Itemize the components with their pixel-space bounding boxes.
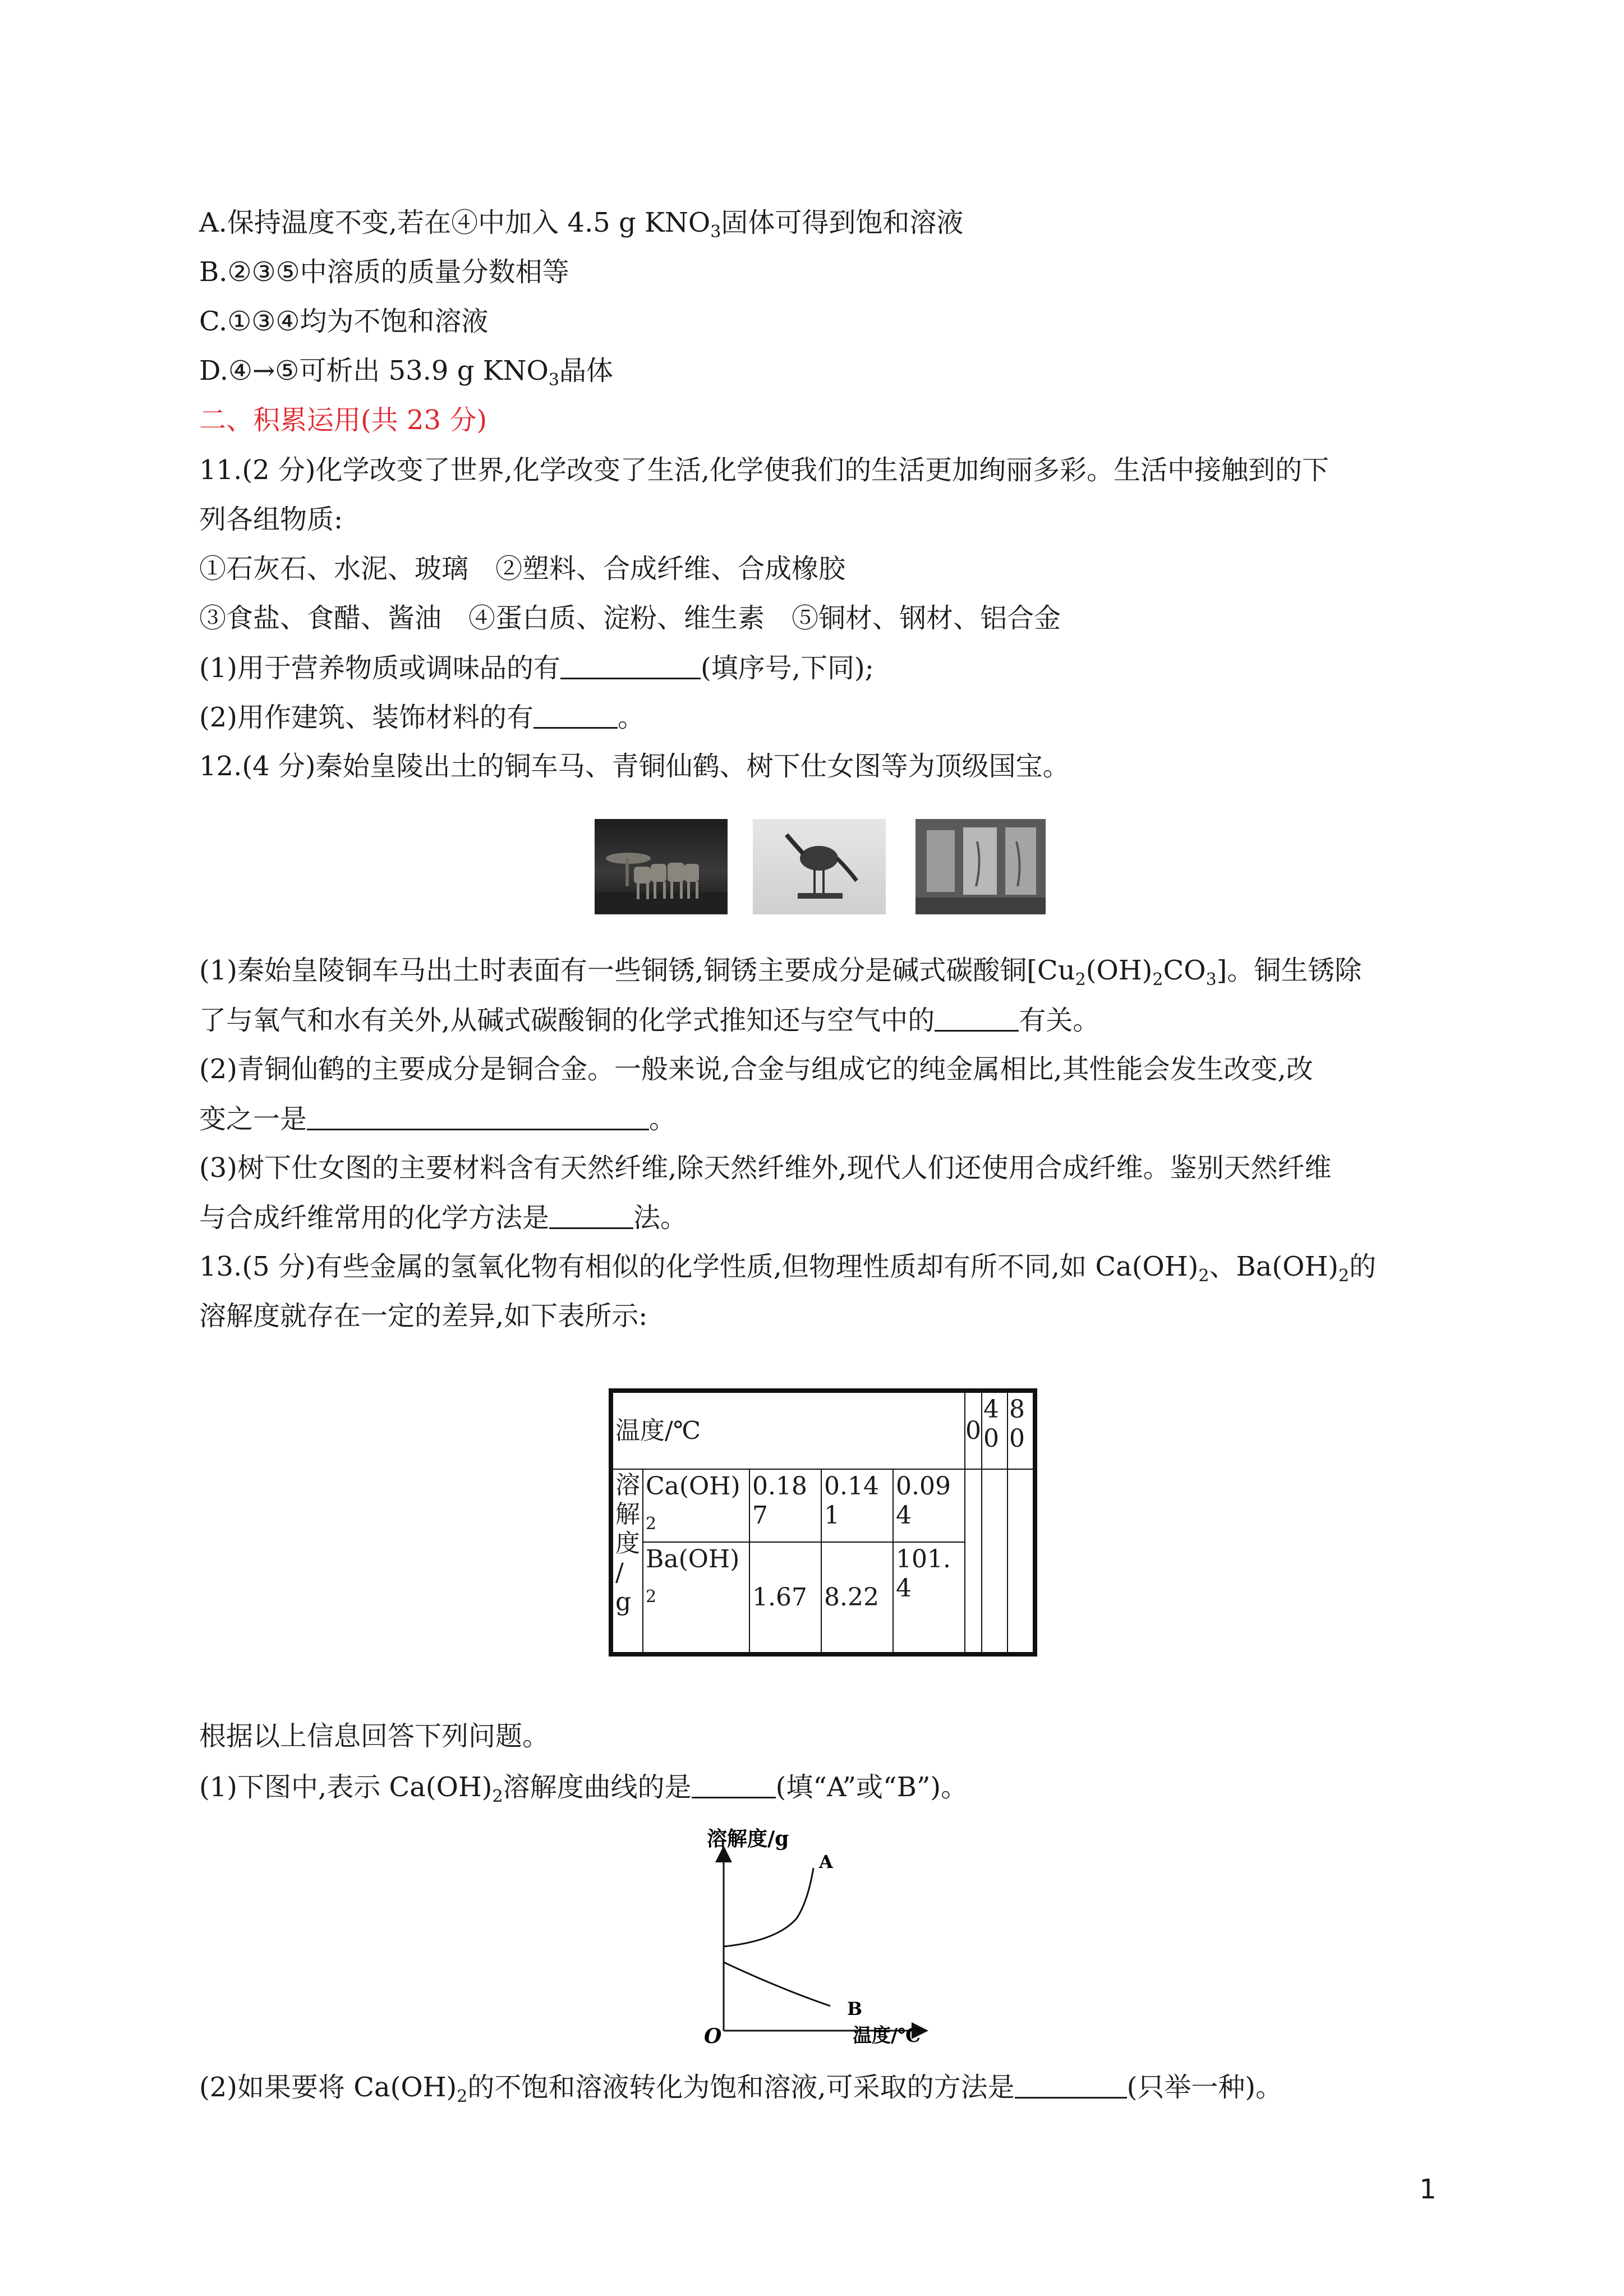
option-c: C.①③④均为不饱和溶液 xyxy=(199,306,489,337)
q13-after-table: 根据以上信息回答下列问题。 xyxy=(199,1720,550,1752)
chariot-icon xyxy=(595,819,728,914)
q12-sub2-line1: (2)青铜仙鹤的主要成分是铜合金。一般来说,合金与组成它的纯金属相比,其性能会发生改变,改 xyxy=(199,1053,1313,1085)
option-d: D.④→⑤可析出 53.9 g $KNO_3$晶体 xyxy=(199,355,614,390)
lady-painting-photo xyxy=(915,819,1046,914)
temp-80: 8 0 xyxy=(1007,1391,1035,1469)
q13-line1: 13.(5 分)有些金属的氢氧化物有相似的化学性质,但物理性质却有所不同,如 $Ca(OH)_2$、$Ba(OH)_2$的 xyxy=(199,1251,1377,1286)
q12-sub1-line1: (1)秦始皇陵铜车马出土时表面有一些铜锈,铜锈主要成分是碱式碳酸铜$[Cu_2(OH)_2CO_3]$。铜生锈除 xyxy=(199,955,1362,990)
solubility-curve-chart xyxy=(673,1823,965,2047)
ba-value-80: 101. 4 xyxy=(893,1542,965,1654)
q11-line1: 11.(2 分)化学改变了世界,化学改变了生活,化学使我们的生活更加绚丽多彩。生活中接触到的下 xyxy=(199,454,1329,486)
painting-icon xyxy=(915,819,1046,914)
q12-sub3-line1: (3)树下仕女图的主要材料含有天然纤维,除天然纤维外,现代人们还使用合成纤维。鉴别天然纤维 xyxy=(199,1152,1332,1184)
section-title: 二、积累运用(共 23 分) xyxy=(199,404,487,436)
answer-blank[interactable] xyxy=(1015,2070,1127,2099)
answer-blank[interactable] xyxy=(549,1200,633,1229)
answer-blank[interactable] xyxy=(307,1102,649,1130)
bronze-crane-photo xyxy=(753,819,886,914)
page-number: 1 xyxy=(1419,2174,1437,2205)
solubility-table xyxy=(609,1388,1037,1657)
curve-a-label: A xyxy=(819,1851,833,1872)
q12-sub2-line2: 变之一是 。 xyxy=(199,1102,676,1136)
q11-sub1: (1)用于营养物质或调味品的有 (填序号,下同); xyxy=(199,651,874,685)
answer-blank[interactable] xyxy=(560,651,701,679)
q11-line4: ③食盐、食醋、酱油 ④蛋白质、淀粉、维生素 ⑤铜材、钢材、铝合金 xyxy=(199,602,1061,634)
answer-blank[interactable] xyxy=(692,1770,776,1798)
q13-line2: 溶解度就存在一定的差异,如下表所示: xyxy=(199,1300,648,1332)
curve-a xyxy=(724,1868,813,1947)
ca-value-80: 0.09 4 xyxy=(893,1469,965,1542)
q11-line3: ①石灰石、水泥、玻璃 ②塑料、合成纤维、合成橡胶 xyxy=(199,553,846,585)
q13-sub2: (2)如果要将 $Ca(OH)_2$的不饱和溶液转化为饱和溶液,可采取的方法是 (只举一种)。 xyxy=(199,2070,1282,2104)
curve-b xyxy=(724,1962,830,2006)
ca-oh2-label: Ca(OH) $_2$ xyxy=(643,1469,749,1542)
x-axis-label: 温度/℃ xyxy=(853,2024,921,2047)
bronze-chariot-photo xyxy=(595,819,728,914)
curve-b-label: B xyxy=(847,1998,863,2019)
option-b: B.②③⑤中溶质的质量分数相等 xyxy=(199,256,569,288)
temp-0: 0 xyxy=(965,1391,982,1469)
temp-header: 温度/℃ xyxy=(611,1391,965,1469)
ca-value-0: 0.18 7 xyxy=(749,1469,821,1542)
answer-blank[interactable] xyxy=(533,700,618,729)
ca-value-40: 0.14 1 xyxy=(821,1469,893,1542)
q11-sub2: (2)用作建筑、装饰材料的有 。 xyxy=(199,700,645,734)
y-axis-label: 溶解度/g xyxy=(707,1827,789,1851)
ba-value-40: 8.22 xyxy=(821,1542,893,1654)
ba-value-0: 1.67 xyxy=(749,1542,821,1654)
q12-line1: 12.(4 分)秦始皇陵出土的铜车马、青铜仙鹤、树下仕女图等为顶级国宝。 xyxy=(199,751,1070,782)
answer-blank[interactable] xyxy=(935,1003,1019,1032)
origin-label: O xyxy=(704,2024,722,2047)
q11-line2: 列各组物质: xyxy=(199,504,343,535)
ba-oh2-label: Ba(OH) $_2$ xyxy=(643,1542,749,1654)
q12-sub3-line2: 与合成纤维常用的化学方法是 法。 xyxy=(199,1200,687,1235)
temp-40: 4 0 xyxy=(982,1391,1007,1469)
row-label-solubility: 溶 解 度 / g xyxy=(611,1469,643,1654)
q13-sub1: (1)下图中,表示 $Ca(OH)_2$溶解度曲线的是 (填“A”或“B”)。 xyxy=(199,1770,968,1804)
q12-sub1-line2: 了与氧气和水有关外,从碱式碳酸铜的化学式推知还与空气中的 有关。 xyxy=(199,1003,1099,1037)
empty-cell xyxy=(982,1469,1007,1654)
crane-icon xyxy=(753,819,886,914)
option-a: A.保持温度不变,若在④中加入 4.5 g $KNO_3$固体可得到饱和溶液 xyxy=(199,207,964,242)
empty-cell xyxy=(1007,1469,1035,1654)
empty-cell xyxy=(965,1469,982,1654)
